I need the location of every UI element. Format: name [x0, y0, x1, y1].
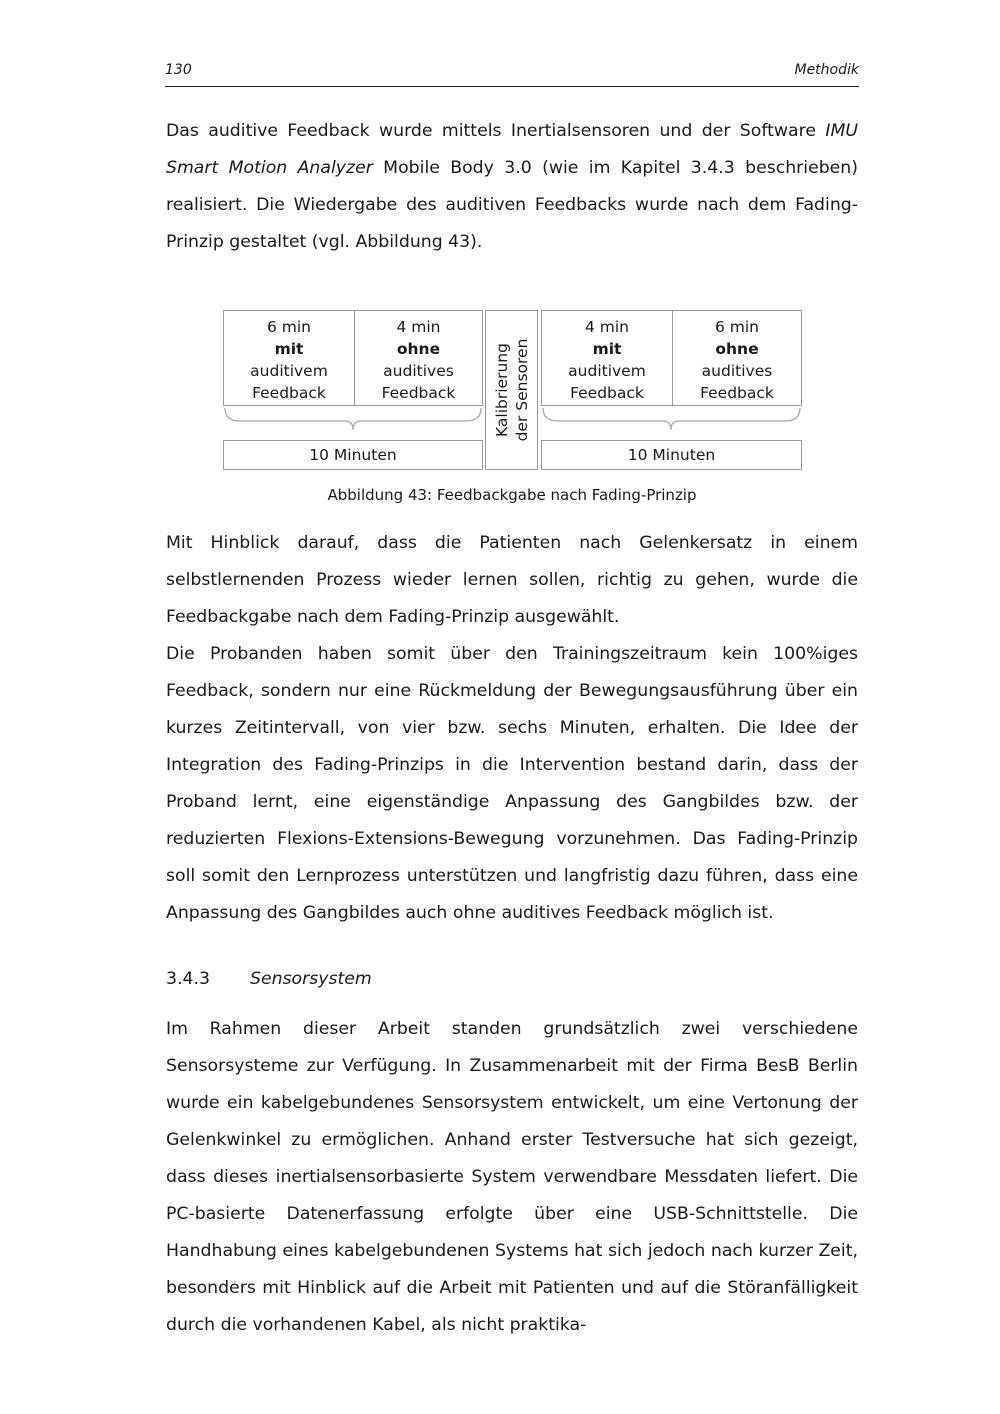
block-mode: mit — [592, 340, 622, 358]
section-title: Methodik — [794, 62, 859, 78]
block-duration: 4 min — [396, 318, 441, 336]
paragraph-rationale: Mit Hinblick darauf, dass die Patienten nach Gelenkersatz in einem selbstlernenden Prozess wieder lernen sollen, richtig zu gehen, wurde die Feedbackgabe nach dem Fading-Prinzip ausgewählt. — [166, 533, 858, 627]
block-mode: mit — [274, 340, 304, 358]
fading-diagram — [220, 308, 805, 473]
block-mode: ohne — [396, 340, 441, 358]
block-line3: auditives — [383, 362, 454, 380]
right-brace — [543, 408, 800, 430]
paragraph-intro — [166, 113, 858, 261]
software-name: IMU Smart Motion Analyzer — [166, 121, 858, 178]
paragraph-sensorsystem: Im Rahmen dieser Arbeit standen grundsätzlich zwei verschiedene Sensorsysteme zur Verfügung. In Zusammenarbeit mit der Firma BesB Berlin wurde ein kabelgebundenes Sensorsystem entwickelt, um eine Vertonung der Gelenkwinkel zu ermöglichen. Anhand erster Testversuche hat sich gezeigt, dass dieses inertialsensorbasierte System verwendbare Messdaten liefert. Die PC-basierte Datenerfassung erfolgte über eine USB-Schnittstelle. Die Handhabung eines kabelgebundenen Systems hat sich jedoch nach kurzer Zeit, besonders mit Hinblick auf die Arbeit mit Patienten und auf die Störanfälligkeit durch die vorhandenen Kabel, als nicht praktika- — [166, 1019, 858, 1335]
left-brace — [225, 408, 481, 430]
block-line3: auditives — [701, 362, 773, 380]
block-duration: 6 min — [714, 318, 760, 336]
paragraph-intro-part1: Das auditive Feedback wurde mittels Inertialsensoren und der Software — [166, 121, 826, 141]
page-header — [165, 62, 859, 87]
subsection-number: 3.4.3 — [166, 969, 210, 989]
block-line4: Feedback — [381, 384, 456, 402]
total-right-box: 10 Minuten — [541, 440, 802, 470]
subsection-title: Sensorsystem — [250, 969, 372, 989]
block-line4: Feedback — [700, 384, 774, 402]
block-line3: auditivem — [568, 362, 646, 380]
calibration-line1: Kalibrierung — [492, 343, 511, 437]
paragraph-intro-part2: Mobile Body 3.0 (wie im Kapitel 3.4.3 beschrieben) realisiert. Die Wiedergabe des auditiven Feedbacks wurde nach dem Fading-Prinzip gestaltet (vgl. Abbildung 43). — [166, 158, 858, 252]
total-left-box: 10 Minuten — [223, 440, 483, 470]
block-mode: ohne — [715, 340, 759, 358]
block-duration: 6 min — [266, 318, 312, 336]
figure-caption: Abbildung 43: Feedbackgabe nach Fading-Prinzip — [327, 486, 697, 504]
block-line3: auditivem — [250, 362, 328, 380]
calibration-line2: der Sensoren — [512, 338, 531, 442]
block-line4: Feedback — [252, 384, 326, 402]
paragraph-fading-explanation: Die Probanden haben somit über den Trainingszeitraum kein 100%iges Feedback, sondern nur eine Rückmeldung der Bewegungsausführung über ein kurzes Zeitintervall, von vier bzw. sechs Minuten, erhalten. Die Idee der Integration des Fading-Prinzips in die Intervention bestand darin, dass der Proband lernt, eine eigenständige Anpassung des Gangbildes bzw. der reduzierten Flexions-Extensions-Bewegung vorzunehmen. Das Fading-Prinzip soll somit den Lernprozess unterstützen und langfristig dazu führen, dass eine Anpassung des Gangbildes auch ohne auditives Feedback möglich ist. — [166, 644, 858, 923]
page-number: 130 — [165, 62, 192, 78]
block-duration: 4 min — [584, 318, 630, 336]
block-line4: Feedback — [570, 384, 644, 402]
